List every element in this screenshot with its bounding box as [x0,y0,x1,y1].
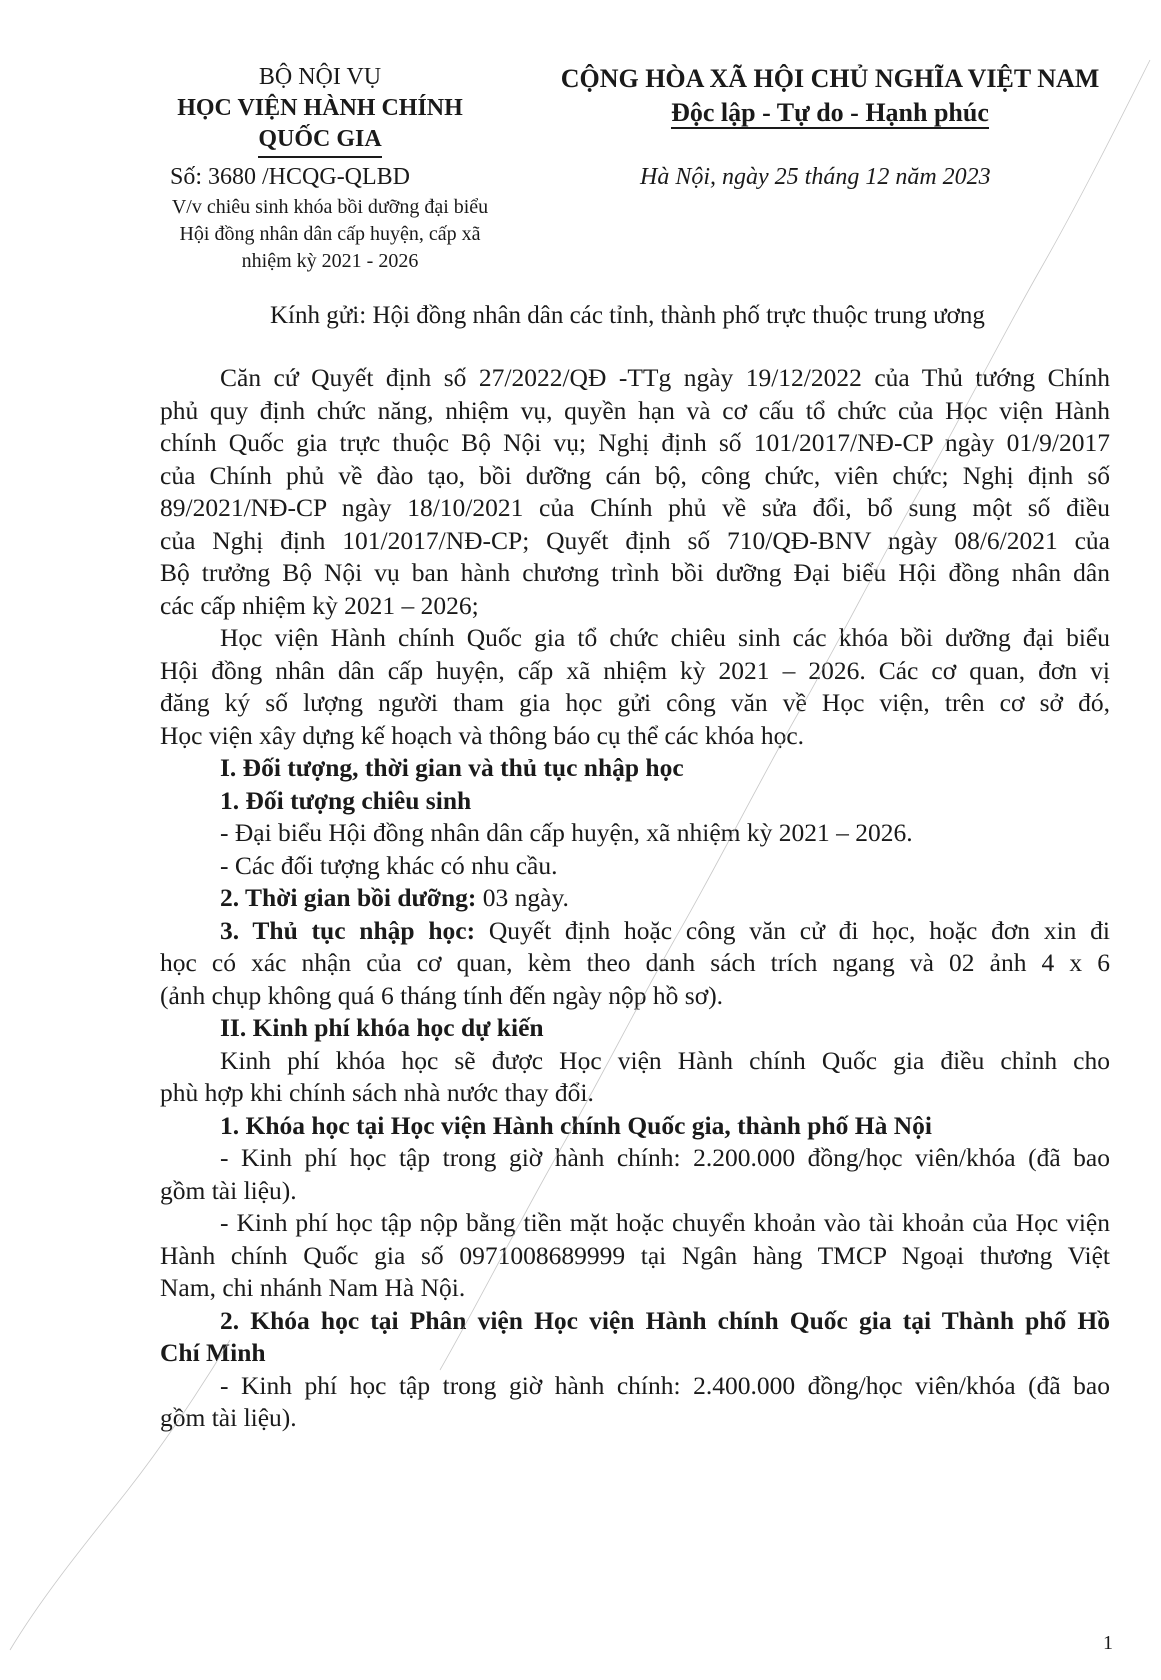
subject-line: nhiệm kỳ 2021 - 2026 [241,250,419,272]
list-item: - Kinh phí học tập trong giờ hành chính: 2.200.000 đồng/học viên/khóa (đã bao [220,1143,1110,1172]
body-line: chính Quốc gia trực thuộc Bộ Nội vụ; Nghị định số 101/2017/NĐ-CP ngày 01/9/2017 [160,428,1110,457]
list-item: - Kinh phí học tập trong giờ hành chính: 2.400.000 đồng/học viên/khóa (đã bao [220,1370,1110,1400]
body-line: của Nghị định 101/2017/NĐ-CP; Quyết định số 710/QĐ-BNV ngày 08/6/2021 của [160,525,1110,555]
body-line: gồm tài liệu). [160,1403,297,1432]
body-line: đăng ký số lượng người tham gia học gửi công văn về Học viện, trên cơ sở đó, [160,688,1110,717]
ministry-name: BỘ NỘI VỤ [258,64,382,90]
republic-name: CỘNG HÒA XÃ HỘI CHỦ NGHĨA VIỆT NAM [560,64,1100,93]
training-duration [160,882,1110,915]
body-line: (ảnh chụp không quá 6 tháng tính đến ngày nộp hồ sơ). [160,980,724,1010]
list-item: - Kinh phí học tập nộp bằng tiền mặt hoặc chuyển khoản vào tài khoản của Học viện [220,1208,1110,1237]
body-line: Học viện Hành chính Quốc gia tổ chức chiêu sinh các khóa bồi dưỡng đại biểu [220,623,1110,652]
national-motto: Độc lập - Tự do - Hạnh phúc [671,98,989,127]
recipient-line: Kính gửi: Hội đồng nhân dân các tỉnh, thành phố trực thuộc trung ương [270,302,985,329]
body-line: Kinh phí khóa học sẽ được Học viện Hành chính Quốc gia điều chỉnh cho [220,1045,1110,1075]
section-heading: II. Kinh phí khóa học dự kiến [220,1013,544,1042]
list-item: - Đại biểu Hội đồng nhân dân cấp huyện, xã nhiệm kỳ 2021 – 2026. [220,818,913,847]
issue-date: Hà Nội, ngày 25 tháng 12 năm 2023 [640,164,991,190]
national-header [540,62,1120,130]
body-text: Quyết định hoặc công văn cử đi học, hoặc đơn xin đi [475,915,1110,945]
subsection-heading: 1. Đối tượng chiêu sinh [220,785,472,815]
body-line: phủ quy định chức năng, nhiệm vụ, quyền hạn và cơ cấu tổ chức của Học viện Hành [160,395,1110,425]
body-line: Học viện xây dựng kế hoạch và thông báo cụ thể các khóa học. [160,720,805,750]
section-heading: I. Đối tượng, thời gian và thủ tục nhập học [220,753,684,782]
subsection-heading: 2. Thời gian bồi dưỡng: [220,883,477,912]
duration-value: 03 ngày. [476,883,569,912]
enrollment-procedure [160,915,1110,948]
body-line: Nam, chi nhánh Nam Hà Nội. [160,1273,466,1302]
body-line: 89/2021/NĐ-CP ngày 18/10/2021 của Chính phủ về sửa đổi, bổ sung một số điều [160,493,1110,522]
subsection-heading: Chí Minh [160,1338,266,1367]
body-line: Hành chính Quốc gia số 0971008689999 tại Ngân hàng TMCP Ngoại thương Việt [160,1240,1110,1270]
subject-line: Hội đồng nhân dân cấp huyện, cấp xã [179,223,481,245]
subsection-heading: 2. Khóa học tại Phân viện Học viện Hành chính Quốc gia tại Thành phố Hồ [220,1305,1110,1335]
document-number: Số: 3680 /HCQG-QLBD [170,164,411,190]
body-line: các cấp nhiệm kỳ 2021 – 2026; [160,590,479,620]
document-body [160,362,1110,1435]
body-line: học có xác nhận của cơ quan, kèm theo danh sách trích ngang và 02 ảnh 4 x 6 [160,948,1110,977]
academy-name-line1: HỌC VIỆN HÀNH CHÍNH [177,95,463,121]
body-line: của Chính phủ về đào tạo, bồi dưỡng cán bộ, công chức, viên chức; Nghị định số [160,460,1110,490]
page-number: 1 [1103,1632,1113,1654]
list-item: - Các đối tượng khác có nhu cầu. [220,850,558,880]
issuer-block [140,62,500,158]
subject-line: V/v chiêu sinh khóa bồi dưỡng đại biểu [171,196,489,218]
body-line: Bộ trưởng Bộ Nội vụ ban hành chương trình bồi dưỡng Đại biểu Hội đồng nhân dân [160,558,1110,587]
subject-block [120,194,540,275]
body-line: Hội đồng nhân dân cấp huyện, cấp xã nhiệm kỳ 2021 – 2026. Các cơ quan, đơn vị [160,655,1110,685]
academy-name-line2: QUỐC GIA [258,124,381,158]
subsection-heading: 1. Khóa học tại Học viện Hành chính Quốc gia, thành phố Hà Nội [220,1110,933,1140]
body-line: phù hợp khi chính sách nhà nước thay đổi. [160,1078,594,1107]
subsection-heading: 3. Thủ tục nhập học: [220,915,476,945]
body-line: gồm tài liệu). [160,1175,297,1205]
body-line: Căn cứ Quyết định số 27/2022/QĐ -TTg ngày 19/12/2022 của Thủ tướng Chính [220,363,1110,392]
